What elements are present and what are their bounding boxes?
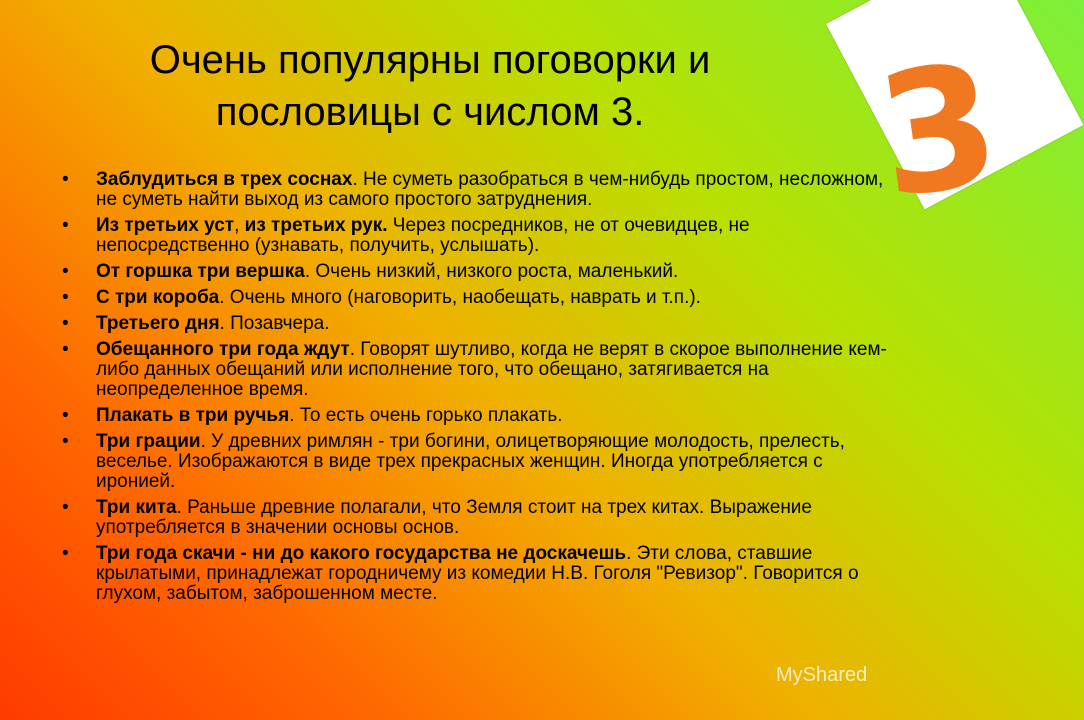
title-line-1: Очень популярны поговорки и (149, 38, 711, 82)
proverb-meaning: . Не суметь разобраться в чем-нибудь простом, несложном, не суметь найти выход из самого простого затруднения. (96, 169, 884, 210)
list-item (62, 288, 902, 308)
bullet: • (62, 313, 69, 334)
proverb-term: Плакать в три ручья (96, 405, 290, 426)
proverb-meaning: . Очень низкий, низкого роста, маленький. (304, 261, 679, 282)
title-line-2: пословицы с числом 3. (215, 90, 645, 134)
proverb-term: Из третьих уст (96, 215, 235, 236)
list-item (62, 170, 902, 210)
proverb-term: Три кита (96, 497, 177, 518)
proverb-meaning: . Очень много (наговорить, наобещать, наврать и т.п.). (219, 287, 701, 308)
proverb-meaning: . Говорят шутливо, когда не верят в скорое выполнение кем-либо данных обещаний или исполнение того, что обещано, затягивается на неопределенное время. (96, 339, 887, 400)
proverb-meaning: . Эти слова, ставшие крылатыми, принадлежат городничему из комедии Н.В. Гоголя "Ревизор". Говорится о глухом, забытом, заброшенном месте. (96, 543, 859, 604)
proverb-meaning: Через посредников, не от очевидцев, не непосредственно (узнавать, получить, услышать). (96, 215, 750, 256)
list-item (62, 432, 902, 492)
proverb-term: Обещанного три года ждут (96, 339, 350, 360)
proverb-term: Заблудиться в трех соснах (96, 169, 353, 190)
bullet: • (62, 261, 69, 282)
list-item (62, 340, 902, 400)
proverb-list (62, 170, 902, 610)
proverb-term: Три года скачи - ни до какого государства не доскачешь (96, 543, 627, 564)
proverb-meaning: . Раньше древние полагали, что Земля стоит на трех китах. Выражение употребляется в значении основы основ. (96, 497, 812, 538)
list-item (62, 262, 902, 282)
list-item (62, 544, 902, 604)
list-item (62, 498, 902, 538)
bullet: • (62, 215, 69, 236)
bullet: • (62, 431, 69, 452)
bullet: • (62, 169, 69, 190)
bullet: • (62, 339, 69, 360)
number-three-badge: 3 (866, 25, 1010, 236)
list-item (62, 314, 902, 334)
watermark-logo: MyShared (776, 664, 868, 686)
proverb-separator: , (234, 215, 245, 236)
bullet: • (62, 405, 69, 426)
proverb-meaning: . То есть очень горько плакать. (289, 405, 563, 426)
bullet: • (62, 497, 69, 518)
proverb-term: Три грации (96, 431, 201, 452)
proverb-term: От горшка три вершка (96, 261, 305, 282)
list-item (62, 216, 902, 256)
proverb-meaning: . У древних римлян - три богини, олицетворяющие молодость, прелесть, веселье. Изображаются в виде трех прекрасных женщин. Иногда употребляется с иронией. (96, 431, 845, 492)
bullet: • (62, 543, 69, 564)
list-item (62, 406, 902, 426)
slide-title (110, 34, 750, 138)
proverb-term-2: из третьих рук. (244, 215, 388, 236)
proverb-term: С три короба (96, 287, 220, 308)
proverb-term: Третьего дня (96, 313, 220, 334)
proverb-meaning: . Позавчера. (219, 313, 330, 334)
bullet: • (62, 287, 69, 308)
